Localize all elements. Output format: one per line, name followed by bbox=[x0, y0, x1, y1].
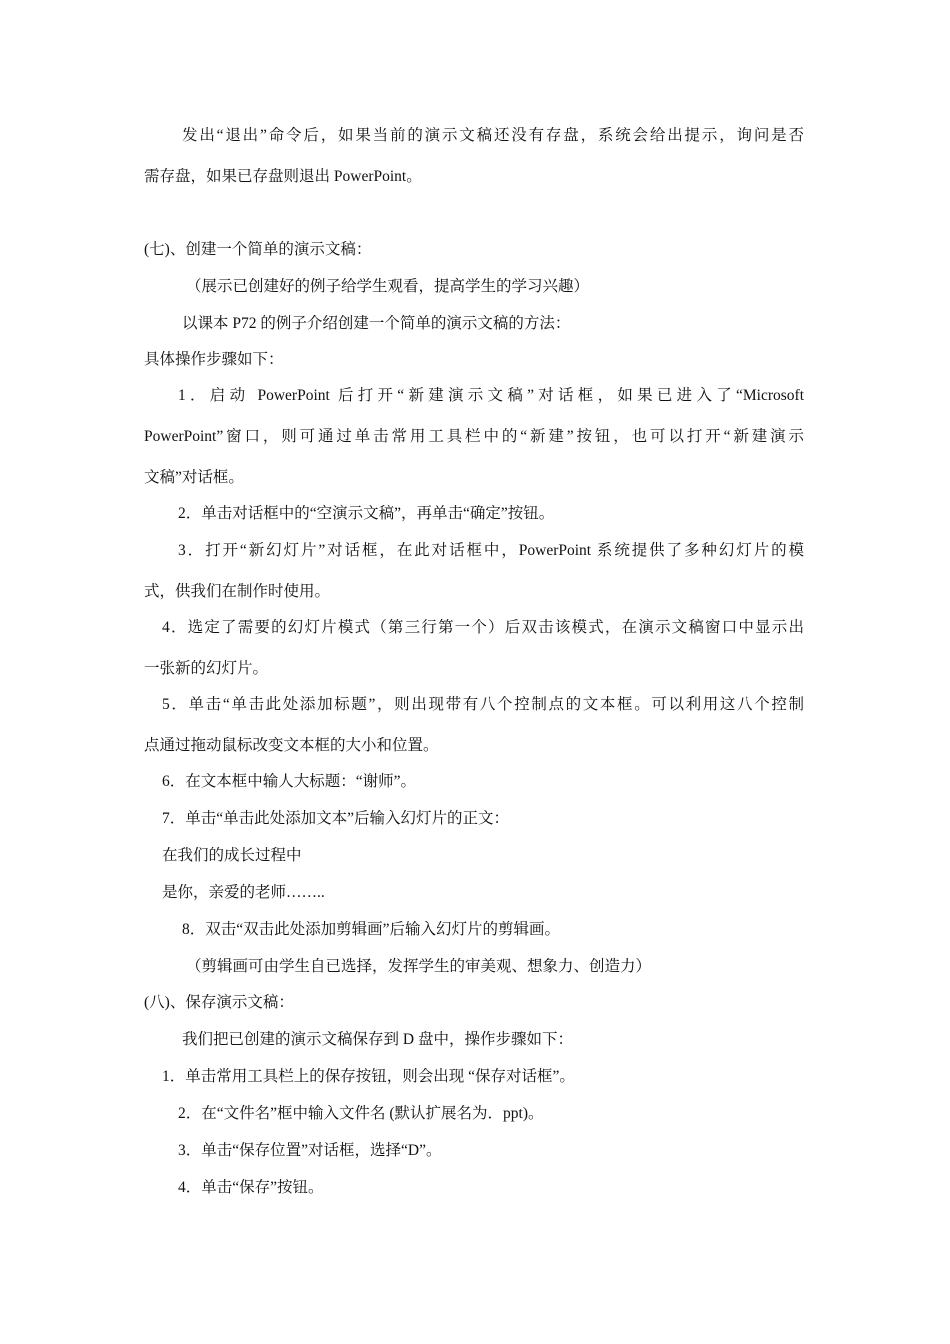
list-item: 3．打开“新幻灯片”对话框，在此对话框中，PowerPoint 系统提供了多种幻灯片的模 bbox=[178, 542, 804, 559]
paragraph-line: 点通过拖动鼠标改变文本框的大小和位置。 bbox=[144, 737, 439, 754]
paragraph-line: （展示已创建好的例子给学生观看，提高学生的学习兴趣） bbox=[186, 278, 590, 295]
list-item: 4．单击“保存”按钮。 bbox=[178, 1179, 324, 1196]
paragraph-line: 以课本 P72 的例子介绍创建一个简单的演示文稿的方法： bbox=[182, 315, 571, 332]
list-item: 8．双击“双击此处添加剪辑画”后输入幻灯片的剪辑画。 bbox=[182, 921, 561, 938]
paragraph-line: 我们把已创建的演示文稿保存到 D 盘中，操作步骤如下： bbox=[182, 1031, 573, 1048]
paragraph-line: 具体操作步骤如下： bbox=[144, 351, 284, 368]
paragraph-line: 需存盘，如果已存盘则退出 PowerPoint。 bbox=[144, 168, 422, 185]
paragraph-line: 式，供我们在制作时使用。 bbox=[144, 583, 331, 600]
list-item: 1．单击常用工具栏上的保存按钮，则会出现 “保存对话框”。 bbox=[162, 1068, 575, 1085]
paragraph-line: 文稿”对话框。 bbox=[144, 469, 244, 486]
list-item: 5．单击“单击此处添加标题”，则出现带有八个控制点的文本框。可以利用这八个控制 bbox=[162, 696, 804, 713]
paragraph-line: PowerPoint”窗口，则可通过单击常用工具栏中的“新建”按钮，也可以打开“新建演示 bbox=[144, 428, 804, 445]
paragraph-line: （剪辑画可由学生自已选择，发挥学生的审美观、想象力、创造力） bbox=[186, 958, 652, 975]
section-heading: (八)、保存演示文稿： bbox=[144, 994, 294, 1011]
list-item: 4．选定了需要的幻灯片模式（第三行第一个）后双击该模式，在演示文稿窗口中显示出 bbox=[162, 619, 804, 636]
list-item: 7．单击“单击此处添加文本”后输入幻灯片的正文： bbox=[162, 810, 510, 827]
list-item: 6．在文本框中输人大标题：“谢师”。 bbox=[162, 773, 417, 790]
paragraph-line: 发出“退出”命令后，如果当前的演示文稿还没有存盘，系统会给出提示，询问是否 bbox=[182, 127, 804, 144]
list-item: 1．启动 PowerPoint 后打开“新建演示文稿”对话框，如果已进入了“Microsoft bbox=[178, 387, 804, 404]
paragraph-line: 一张新的幻灯片。 bbox=[144, 660, 269, 677]
section-heading: (七)、创建一个简单的演示文稿： bbox=[144, 241, 372, 258]
list-item: 3．单击“保存位置”对话框，选择“D”。 bbox=[178, 1142, 442, 1159]
poem-line: 是你，亲爱的老师…….. bbox=[162, 884, 325, 901]
poem-line: 在我们的成长过程中 bbox=[162, 847, 302, 864]
list-item: 2．单击对话框中的“空演示文稿”，再单击“确定”按钮。 bbox=[178, 505, 555, 522]
list-item: 2．在“文件名”框中输入文件名 (默认扩展名为．ppt)。 bbox=[178, 1105, 544, 1122]
